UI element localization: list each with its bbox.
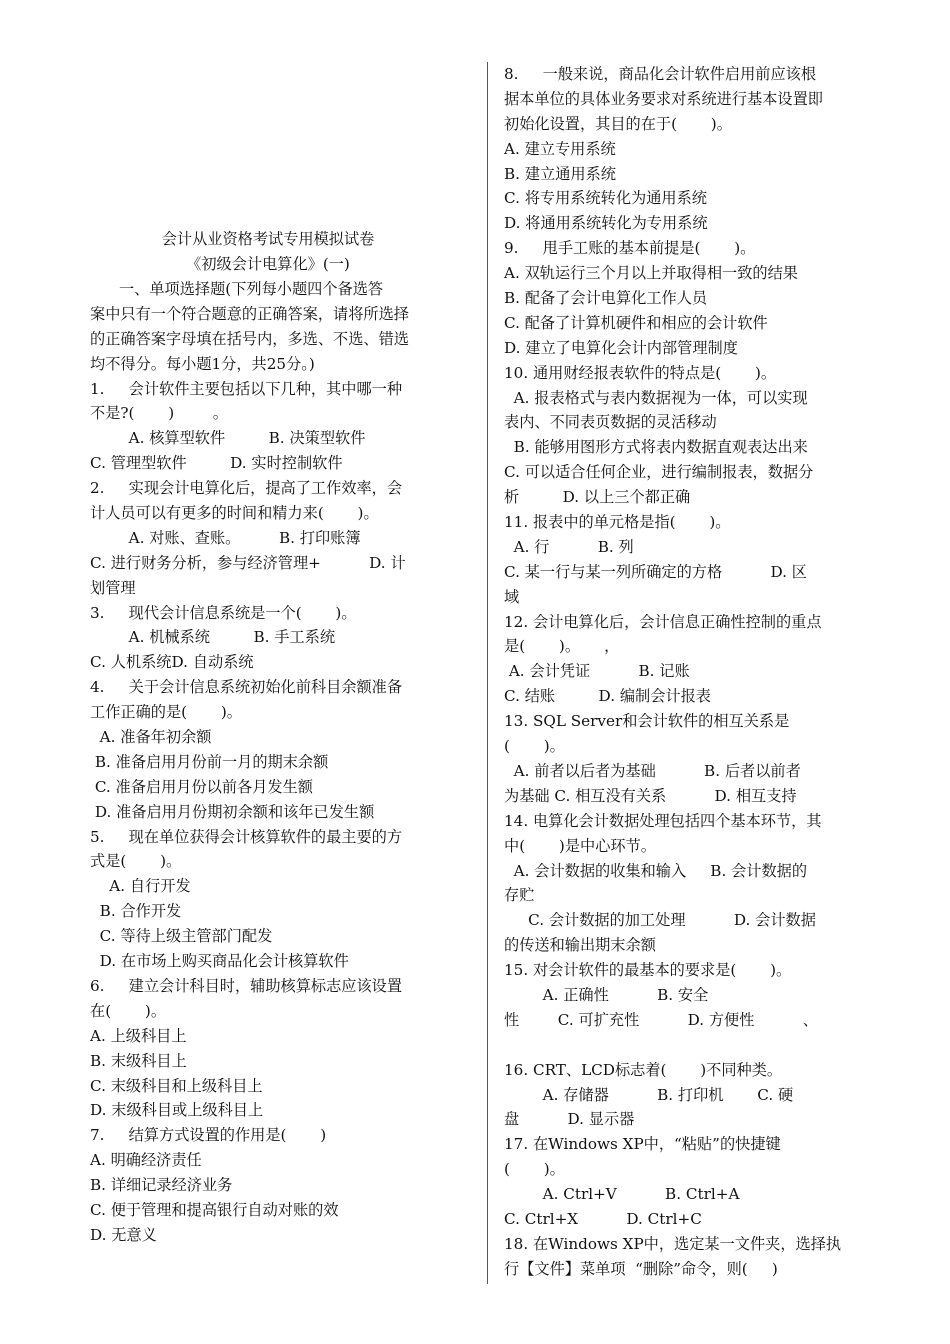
text-line: 17. 在Windows XP中，“粘贴”的快捷键 <box>504 1135 781 1154</box>
text-line: C. 管理型软件 D. 实时控制软件 <box>90 454 343 473</box>
text-line: 表内、不同表页数据的灵活移动 <box>504 413 717 432</box>
text-line <box>504 1033 860 1058</box>
text-line: A. 核算型软件 B. 决策型软件 <box>90 429 366 448</box>
text-line: 14. 电算化会计数据处理包括四个基本环节，其 <box>504 811 822 830</box>
text-line: 初始化设置，其目的在于( )。 <box>504 114 732 133</box>
right-question-list <box>504 62 860 1282</box>
text-line: 在( )。 <box>90 1001 167 1020</box>
text-line: 4. 关于会计信息系统初始化前科目余额准备 <box>90 678 403 697</box>
text-line: ( )。 <box>504 737 565 756</box>
text-line: D. 在市场上购买商品化会计核算软件 <box>90 952 349 971</box>
text-line: ( )。 <box>504 1160 565 1179</box>
text-line: 为基础 C. 相互没有关系 D. 相互支持 <box>504 786 797 805</box>
text-line: A. 建立专用系统 <box>504 139 616 158</box>
text-line: 16. CRT、LCD标志着( )不同种类。 <box>504 1060 783 1079</box>
text-line: 域 <box>504 587 520 606</box>
text-line: A. 会计数据的收集和输入 B. 会计数据的 <box>504 861 808 880</box>
text-line: C. 准备启用月份以前各月发生额 <box>90 777 313 796</box>
text-line: A. Ctrl+V B. Ctrl+A <box>504 1185 740 1204</box>
text-line: 计人员可以有更多的时间和精力来( )。 <box>90 504 379 523</box>
text-line: A. 前者以后者为基础 B. 后者以前者 <box>504 761 801 780</box>
text-line: 13. SQL Server和会计软件的相互关系是 <box>504 712 790 731</box>
text-line: B. 详细记录经济业务 <box>90 1176 233 1195</box>
text-line: 划管理 <box>90 578 136 597</box>
text-line: 存贮 <box>504 886 535 905</box>
text-line: B. 末级科目上 <box>90 1051 187 1070</box>
text-line: 7. 结算方式设置的作用是( ) <box>90 1126 327 1145</box>
text-line: 据本单位的具体业务要求对系统进行基本设置即 <box>504 89 823 108</box>
text-line: C. 某一行与某一列所确定的方格 D. 区 <box>504 562 807 581</box>
text-line: 盘 D. 显示器 <box>504 1110 635 1129</box>
text-line: 2. 实现会计电算化后，提高了工作效率，会 <box>90 479 403 498</box>
exam-subtitle: 《初级会计电算化》(一) <box>186 255 350 273</box>
text-line: A. 自行开发 <box>90 877 191 896</box>
text-line: 的传送和输出期末余额 <box>504 936 656 955</box>
text-line: 9. 甩手工账的基本前提是( )。 <box>504 239 756 258</box>
column-divider <box>487 62 488 1284</box>
text-line: C. 便于管理和提高银行自动对账的效 <box>90 1200 339 1219</box>
text-line: 不是?( ) 。 <box>90 404 228 423</box>
text-line: B. 配备了会计电算化工作人员 <box>504 289 708 308</box>
text-line: D. 将通用系统转化为专用系统 <box>504 214 708 233</box>
text-line: B. 能够用图形方式将表内数据直观表达出来 <box>504 438 808 457</box>
text-line: 3. 现代会计信息系统是一个( )。 <box>90 603 357 622</box>
text-line: 一、单项选择题(下列每小题四个备选答 <box>90 280 384 298</box>
text-line: A. 存储器 B. 打印机 C. 硬 <box>504 1085 794 1104</box>
text-line: C. 配备了计算机硬件和相应的会计软件 <box>504 313 768 332</box>
left-question-list <box>90 277 446 1248</box>
text-line: A. 会计凭证 B. 记账 <box>504 662 690 681</box>
text-line: 5. 现在单位获得会计核算软件的最主要的方 <box>90 827 403 846</box>
text-line: A. 双轨运行三个月以上并取得相一致的结果 <box>504 264 798 283</box>
text-line: 10. 通用财经报表软件的特点是( )。 <box>504 363 777 382</box>
text-line: C. 人机系统D. 自动系统 <box>90 653 254 672</box>
text-line: C. 可以适合任何企业，进行编制报表，数据分 <box>504 463 814 482</box>
text-line: D. 建立了电算化会计内部管理制度 <box>504 338 738 357</box>
text-line: A. 行 B. 列 <box>504 537 634 556</box>
text-line: 8. 一般来说，商品化会计软件启用前应该根 <box>504 65 817 83</box>
exam-title: 会计从业资格考试专用模拟试卷 <box>161 230 375 248</box>
text-line: 式是( )。 <box>90 852 182 871</box>
text-line: B. 合作开发 <box>90 902 182 921</box>
text-line: 工作正确的是( )。 <box>90 703 242 722</box>
text-line: 11. 报表中的单元格是指( )。 <box>504 513 731 532</box>
text-line: A. 上级科目上 <box>90 1026 187 1045</box>
text-line: B. 准备启用月份前一月的期末余额 <box>90 752 329 771</box>
text-line: A. 明确经济责任 <box>90 1151 202 1170</box>
text-line: 12. 会计电算化后，会计信息正确性控制的重点 <box>504 612 822 631</box>
text-line: C. 结账 D. 编制会计报表 <box>504 687 711 706</box>
text-line: 6. 建立会计科目时，辅助核算标志应该设置 <box>90 976 403 995</box>
text-line: C. 等待上级主管部门配发 <box>90 927 273 946</box>
text-line: 中( )是中心环节。 <box>504 836 656 855</box>
text-line: A. 报表格式与表内数据视为一体，可以实现 <box>504 388 808 407</box>
text-line: D. 准备启用月份期初余额和该年已发生额 <box>90 802 375 821</box>
text-line: B. 建立通用系统 <box>504 164 616 183</box>
text-line: D. 末级科目或上级科目上 <box>90 1101 264 1120</box>
text-line: A. 机械系统 B. 手工系统 <box>90 628 336 647</box>
text-line: 均不得分。每小题1分，共25分。) <box>90 354 315 373</box>
text-line: 行【文件】菜单项 “删除”命令，则( ) <box>504 1259 778 1278</box>
text-line: 15. 对会计软件的最基本的要求是( )。 <box>504 961 792 980</box>
text-line: C. 将专用系统转化为通用系统 <box>504 189 707 208</box>
text-line: C. 会计数据的加工处理 D. 会计数据 <box>504 911 816 930</box>
text-line: C. Ctrl+X D. Ctrl+C <box>504 1209 702 1228</box>
text-line: 是( )。 ， <box>504 637 620 656</box>
text-line: A. 正确性 B. 安全 <box>504 985 709 1004</box>
text-line: 案中只有一个符合题意的正确答案，请将所选择 <box>90 304 409 323</box>
text-line: C. 进行财务分析，参与经济管理+ D. 计 <box>90 553 406 572</box>
text-line: A. 准备年初余额 <box>90 728 212 747</box>
text-line: C. 末级科目和上级科目上 <box>90 1076 263 1095</box>
text-line: 析 D. 以上三个都正确 <box>504 488 691 507</box>
text-line: 的正确答案字母填在括号内，多选、不选、错选 <box>90 329 409 348</box>
text-line: 1. 会计软件主要包括以下几种，其中哪一种 <box>90 379 403 398</box>
text-line: 性 C. 可扩充性 D. 方便性 、 <box>504 1010 818 1029</box>
text-line: 18. 在Windows XP中，选定某一文件夹，选择执 <box>504 1234 842 1253</box>
text-line: A. 对账、查账。 B. 打印账簿 <box>90 528 361 547</box>
text-line: D. 无意义 <box>90 1225 157 1244</box>
